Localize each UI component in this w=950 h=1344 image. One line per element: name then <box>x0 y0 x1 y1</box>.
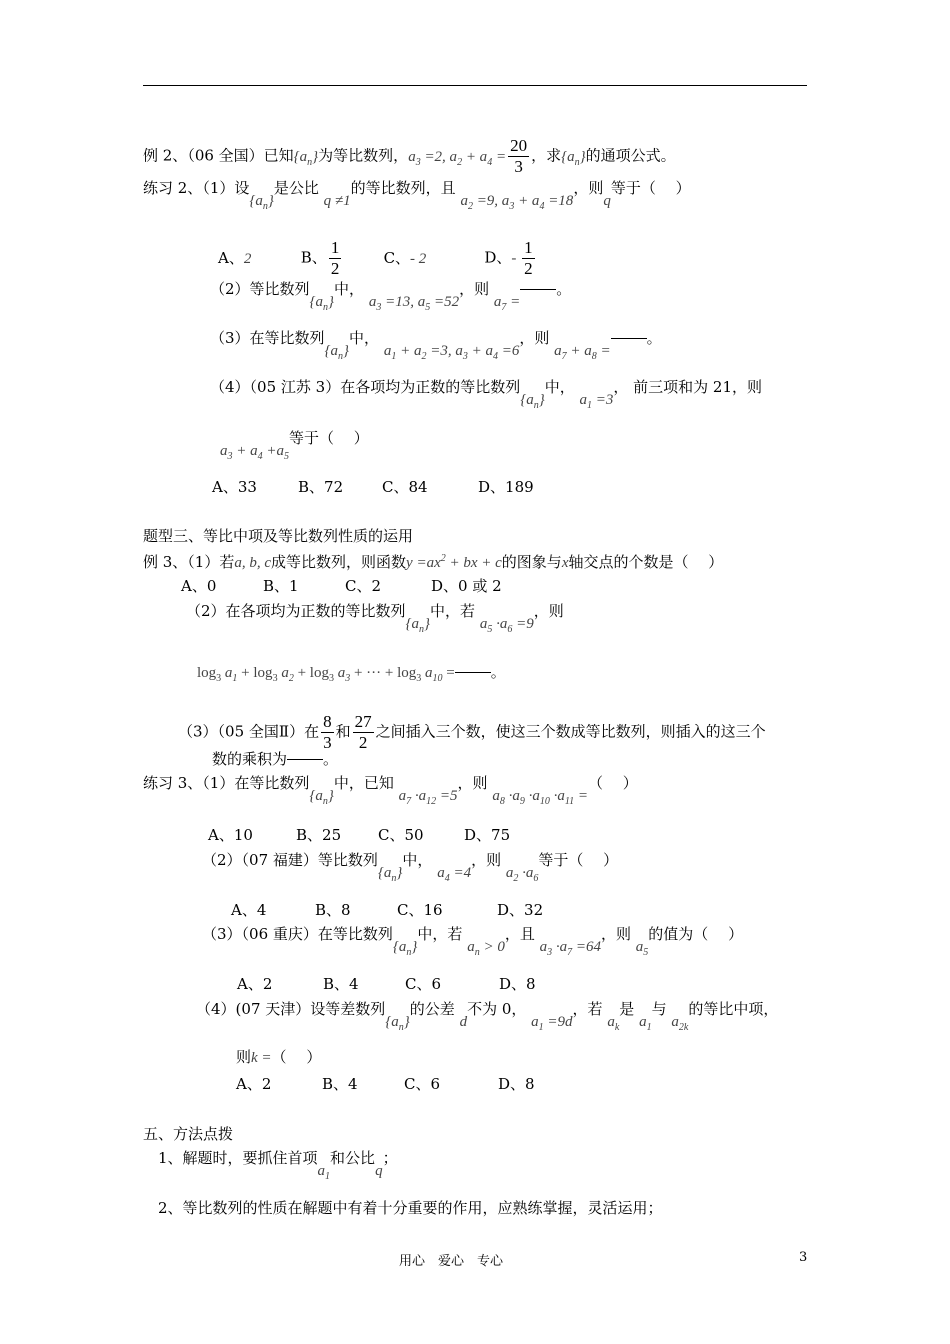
formula: a, b, c <box>234 555 272 571</box>
formula: $\{a_n\}$ <box>405 616 431 635</box>
practice-2-q4-cont: $a_3 + a_4 +a_5$等于（ ） <box>220 429 369 462</box>
header-rule <box>143 85 807 86</box>
formula: $a_5 \cdot a_6 =9$ <box>479 616 534 635</box>
formula: $a_4 =4$ <box>437 865 472 884</box>
method-2: 2、等比数列的性质在解题中有着十分重要的作用，应熟练掌握，灵活运用； <box>158 1199 663 1217</box>
formula: $\{a_n\}$ <box>324 343 350 362</box>
choice-d: D、8 <box>498 1075 535 1093</box>
formula: $a_1$ <box>639 1014 652 1033</box>
formula: $\{a_n\}$ <box>385 1014 410 1033</box>
answer-blank[interactable] <box>455 672 491 673</box>
choice-c: C、2 <box>345 577 382 595</box>
choice-a: A、33 <box>212 478 257 496</box>
formula: $a_2 =9$, $a_3 + a_4 =18$ <box>460 193 574 212</box>
choice-a: A、2 <box>236 1075 272 1093</box>
practice-2-q1: 练习 2、（1）设$\{a_n\}$是公比 q ≠1的等比数列，且 $a_2 =9$, $a_3 + a_4 =18$，则q等于（ ） <box>143 179 691 212</box>
fraction: $\frac{27}{2}$ <box>354 712 372 752</box>
section-title-type3: 题型三、等比中项及等比数列性质的运用 <box>143 527 414 545</box>
formula: $a_3 \cdot a_7 =64$ <box>539 939 601 958</box>
answer-blank[interactable] <box>520 289 556 290</box>
method-1: 1、解题时，要抓住首项$a_1$和公比q； <box>158 1149 398 1182</box>
formula: $a_1$ <box>317 1163 331 1182</box>
formula: $\{a_n\}$ <box>249 193 274 212</box>
formula: d <box>459 1014 468 1030</box>
formula: $a_2 \cdot a_6$ <box>505 865 539 884</box>
practice-2-q1-choices <box>218 238 537 279</box>
choice-c: C、84 <box>382 478 428 496</box>
practice-3-q4-choices <box>236 1074 535 1094</box>
example-2: 例 2、（06 全国）已知$\{a_n\}$为等比数列，$a_3 =2$, $a_2 + a_4$ = $\frac{20}{3}$ ，求$\{a_n\}$的通项公式。 <box>143 136 676 176</box>
practice-2-q3: （3）在等比数列$\{a_n\}$中， $a_1 + a_2 =3$, $a_3 + a_4 =6$，则 $a_7 + a_8$ =。 <box>210 329 662 362</box>
choice-c: C、6 <box>404 1075 441 1093</box>
choice-d: D、8 <box>499 975 536 993</box>
choice-a: A、4 <box>231 901 267 919</box>
choice-b: B、8 <box>315 901 351 919</box>
choice-b: B、25 <box>296 826 342 844</box>
formula: $\{a_n\}$ <box>561 148 586 168</box>
fraction: $\frac{20}{3}$ <box>510 136 528 176</box>
practice-3-q3-choices <box>237 974 536 994</box>
choice-b: B、72 <box>298 478 344 496</box>
formula: $\{a_n\}$ <box>309 788 334 807</box>
practice-3-q1-choices <box>208 825 510 845</box>
formula: $a_7 + a_8$ = <box>554 343 611 362</box>
formula: $a_n > 0$ <box>467 939 505 958</box>
formula: $y =ax^2$ + bx + c <box>406 553 502 571</box>
formula: x <box>561 555 569 571</box>
choice-b: B、4 <box>322 1075 358 1093</box>
answer-blank[interactable] <box>611 338 647 339</box>
answer-blank[interactable] <box>287 759 323 760</box>
example-3-q1: 例 3、（1）若a, b, c成等比数列，则函数$y =ax^2$ + bx + c的图象与x轴交点的个数是（ ） <box>143 553 724 571</box>
choice-a: A、10 <box>208 826 253 844</box>
formula: $a_7$ = <box>493 294 521 313</box>
formula: $a_k$ <box>607 1014 620 1033</box>
practice-2-q2: （2）等比数列$\{a_n\}$中， $a_3 =13$, $a_5 =52$，则 $a_7$ =。 <box>210 280 572 313</box>
formula: $\{a_n\}$ <box>309 294 335 313</box>
choice-b: B、4 <box>323 975 359 993</box>
choice-b: B、1 <box>263 577 299 595</box>
formula: $a_1 + a_2 =3$, $a_3 + a_4 =6$ <box>383 343 520 362</box>
formula: $a_{2k}$ <box>671 1014 689 1033</box>
formula: q ≠1 <box>323 193 351 209</box>
formula: $\{a_n\}$ <box>377 865 403 884</box>
choice-c: C、6 <box>405 975 442 993</box>
practice-2-q4-choices <box>212 477 534 497</box>
example-3-q2-formula: $\log_3 a_1 + \log_3 a_2 + \log_3 a_3$ + ··· + $\log_3 a_{10}$ = 。 <box>197 663 506 684</box>
practice-3-q3: （3）（06 重庆）在等比数列$\{a_n\}$中，若 $a_n > 0$，且 $a_3 \cdot a_7 =64$，则 $a_5$的值为（ ） <box>202 925 744 958</box>
choice-a: A、2 <box>218 248 252 267</box>
page-number: 3 <box>799 1250 808 1265</box>
choice-d: D、189 <box>478 478 534 496</box>
formula: $\{a_n\}$ <box>293 148 319 168</box>
practice-3-q1: 练习 3、（1）在等比数列$\{a_n\}$中，已知 $a_7 \cdot a_{12} =5$，则 $a_8 \cdot a_9 \cdot a_{10} \cdot a_{11}$ =（ ） <box>143 774 638 807</box>
choice-a: A、0 <box>181 577 217 595</box>
example-3-q3: （3）（05 全国Ⅱ）在 $\frac{8}{3}$ 和 $\frac{27}{2}$ 之间插入三个数，使这三个数成等比数列，则插入的这三个 <box>178 712 766 752</box>
formula: $a_3 =13$, $a_5 =52$ <box>368 294 460 313</box>
example-3-q3-cont: 数的乘积为 。 <box>212 750 339 768</box>
practice-3-q4: （4）(07 天津）设等差数列$\{a_n\}$的公差 d不为 0， $a_1 =9d$，若 $a_k$是 $a_1$与 $a_{2k}$的等比中项， <box>196 1000 779 1033</box>
formula: $\log_3 a_1 + \log_3 a_2 + \log_3 a_3$ + ··· + $\log_3 a_{10}$ = <box>197 665 455 684</box>
choice-c: C、50 <box>378 826 424 844</box>
example-3-q1-choices <box>181 576 502 596</box>
choice-c: C、- 2 <box>383 248 427 267</box>
choice-b: B、 $\frac{1}{2}$ <box>300 238 340 278</box>
choice-d: D、75 <box>464 826 511 844</box>
footer-text: 用心 爱心 专心 <box>399 1254 504 1269</box>
choice-a: A、2 <box>237 975 273 993</box>
choice-d: D、- $\frac{1}{2}$ <box>484 238 533 278</box>
formula: $a_7 \cdot a_{12} =5$ <box>398 788 458 807</box>
formula: $a_8 \cdot a_9 \cdot a_{10} \cdot a_{11}$ = <box>492 788 588 807</box>
practice-3-q2-choices <box>231 900 543 920</box>
formula: $\{a_n\}$ <box>520 392 545 411</box>
choice-c: C、16 <box>397 901 443 919</box>
choice-d: D、32 <box>497 901 544 919</box>
fraction: $\frac{8}{3}$ <box>323 712 332 752</box>
formula: $a_3 + a_4 +a_5$ <box>220 443 289 462</box>
formula: k = <box>251 1050 272 1066</box>
formula: q <box>375 1163 383 1179</box>
choice-d: D、0 或 2 <box>431 577 502 595</box>
practice-2-q4: （4）（05 江苏 3）在各项均为正数的等比数列$\{a_n\}$中， $a_1 =3$， 前三项和为 21，则 <box>210 378 763 411</box>
formula: $a_1 =3$ <box>579 392 614 411</box>
formula: q <box>603 193 611 209</box>
example-3-q2: （2）在各项均为正数的等比数列$\{a_n\}$中，若 $a_5 \cdot a_6 =9$，则 <box>186 602 564 635</box>
formula: $a_1 =9d$ <box>531 1014 573 1033</box>
section-title-methods: 五、方法点拨 <box>143 1125 234 1143</box>
practice-3-q2: （2）（07 福建）等比数列$\{a_n\}$中， $a_4 =4$，则 $a_2 \cdot a_6$等于（ ） <box>202 851 619 884</box>
formula: $a_3 =2$, $a_2 + a_4$ = <box>408 148 507 168</box>
formula: $\{a_n\}$ <box>392 939 418 958</box>
practice-3-q4-cont: 则k =（ ） <box>236 1048 322 1066</box>
formula: $a_5$ <box>635 939 649 958</box>
